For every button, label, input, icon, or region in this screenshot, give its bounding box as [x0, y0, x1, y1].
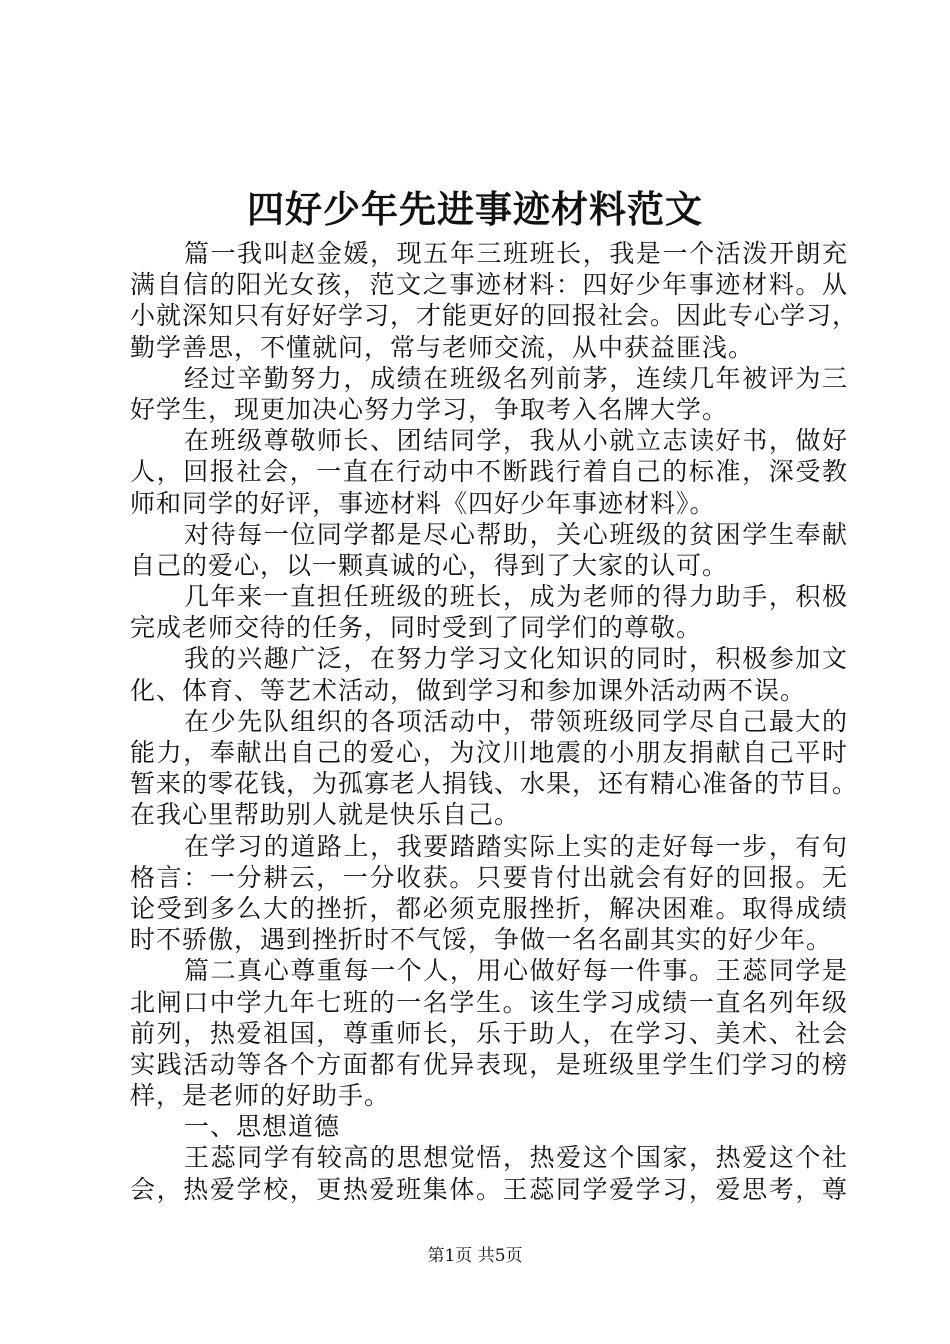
text-line: 篇一我叫赵金媛，现五年三班班长，我是一个活泼开朗充 — [184, 239, 848, 268]
text-line: 能力，奉献出自己的爱心，为汶川地震的小朋友捐献自己平时 — [130, 738, 848, 767]
text-line: 前列，热爱祖国，尊重师长，乐于助人，在学习、美术、社会 — [130, 1018, 848, 1048]
text-line: 自己的爱心，以一颗真诚的心，得到了大家的认可。 — [130, 550, 729, 580]
text-line: 论受到多么大的挫折，都必须克服挫折，解决困难。取得成绩 — [130, 893, 848, 923]
text-line: 暂来的零花钱，为孤寡老人捐钱、水果，还有精心准备的节目。 — [130, 769, 859, 799]
text-line: 实践活动等各个方面都有优异表现，是班级里学生们学习的榜 — [130, 1049, 848, 1079]
text-line: 时不骄傲，遇到挫折时不气馁，争做一名名副其实的好少年。 — [130, 925, 833, 955]
text-line: 在少先队组织的各项活动中，带领班级同学尽自己最大的 — [184, 706, 848, 736]
text-line: 我的兴趣广泛，在努力学习文化知识的同时，积极参加文 — [184, 644, 848, 674]
document-body — [130, 238, 859, 1205]
text-line: 经过辛勤努力，成绩在班级名列前茅，连续几年被评为三 — [184, 363, 848, 393]
text-line: 小就深知只有好好学习，才能更好的回报社会。因此专心学习， — [130, 301, 859, 331]
text-line: 化、体育、等艺术活动，做到学习和参加课外活动两不误。 — [130, 675, 807, 705]
page-title: 四好少年先进事迹材料范文 — [247, 187, 703, 231]
text-line: 勤学善思，不懂就问，常与老师交流，从中获益匪浅。 — [130, 332, 755, 362]
text-line: 会，热爱学校，更热爱班集体。王蕊同学爱学习，爱思考，尊 — [130, 1174, 848, 1204]
text-line: 一、思想道德 — [184, 1112, 341, 1142]
text-line: 格言：一分耕云，一分收获。只要肯付出就会有好的回报。无 — [130, 862, 848, 892]
text-line: 王蕊同学有较高的思想觉悟，热爱这个国家，热爱这个社 — [184, 1143, 848, 1173]
text-line: 满自信的阳光女孩，范文之事迹材料：四好少年事迹材料。从 — [130, 270, 848, 300]
page-number: 第1页 共5页 — [427, 1246, 523, 1266]
text-line: 样，是老师的好助手。 — [130, 1081, 391, 1111]
text-line: 在我心里帮助别人就是快乐自己。 — [130, 800, 521, 830]
text-line: 完成老师交待的任务，同时受到了同学们的尊敬。 — [130, 613, 703, 643]
text-line: 在班级尊敬师长、团结同学，我从小就立志读好书，做好 — [184, 426, 848, 456]
text-line: 对待每一位同学都是尽心帮助，关心班级的贫困学生奉献 — [184, 519, 848, 549]
text-line: 在学习的道路上，我要踏踏实际上实的走好每一步，有句 — [184, 831, 848, 861]
text-line: 北闸口中学九年七班的一名学生。该生学习成绩一直名列年级 — [130, 987, 848, 1017]
text-line: 几年来一直担任班级的班长，成为老师的得力助手，积极 — [184, 582, 848, 612]
text-line: 师和同学的好评，事迹材料《四好少年事迹材料》。 — [130, 488, 716, 518]
text-line: 篇二真心尊重每一个人，用心做好每一件事。王蕊同学是 — [184, 956, 848, 986]
text-line: 好学生，现更加决心努力学习，争取考入名牌大学。 — [130, 394, 729, 424]
text-line: 人，回报社会，一直在行动中不断践行着自己的标准，深受教 — [130, 457, 848, 487]
